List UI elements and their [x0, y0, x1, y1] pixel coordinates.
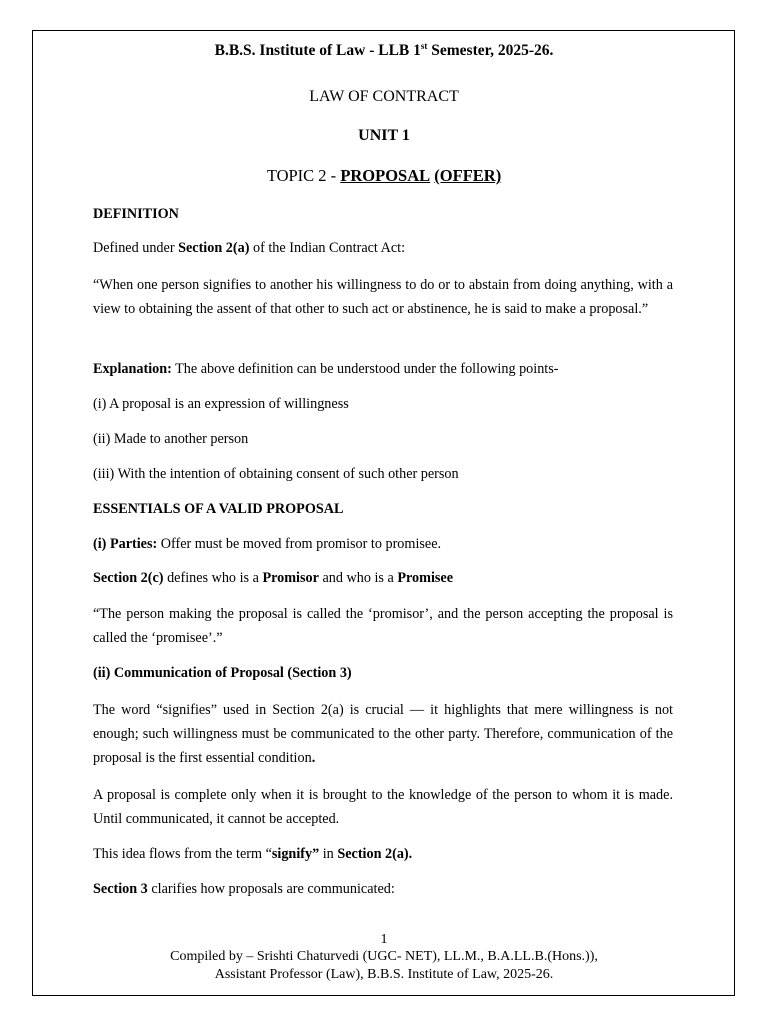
explanation-label: Explanation:	[93, 361, 172, 377]
parties-label: (i) Parties:	[93, 536, 158, 552]
point-item: (iii) With the intention of obtaining consent of such other person	[93, 466, 459, 482]
paragraph-text: This idea flows from the term “	[93, 846, 272, 862]
paragraph-end: .	[311, 750, 316, 766]
definition-heading: DEFINITION	[93, 206, 179, 222]
essentials-heading: ESSENTIALS OF A VALID PROPOSAL	[93, 501, 344, 517]
parties-text: Offer must be moved from promisor to promisee.	[157, 536, 442, 552]
explanation-text: The above definition can be understood under the following points-	[171, 361, 559, 377]
institute-name: B.B.S. Institute of Law - LLB 1	[214, 42, 421, 59]
s2c-text: defines who is a	[163, 570, 263, 586]
topic-title	[0, 166, 768, 186]
parties-point	[93, 532, 673, 556]
footer-affiliation: Assistant Professor (Law), B.B.S. Institute of Law, 2025-26.	[214, 967, 554, 982]
definition-quote: “When one person signifies to another his willingness to do or to abstain from doing anything, with a view to obtaining the assent of that other to such act or abstinence, he is said to make a proposal.”	[93, 277, 673, 317]
communication-paragraph-2: A proposal is complete only when it is brought to the knowledge of the person to whom it is made. Until communicated, it cannot be accepted.	[93, 787, 673, 827]
communication-heading: (ii) Communication of Proposal (Section 3)	[93, 665, 352, 681]
paragraph-text: The word “signifies” used in Section 2(a) is crucial — it highlights that mere willingness is not enough; such willingness must be communicated to the other party. Therefore, communication of the proposal is the first essential condition	[93, 702, 673, 766]
promisor-term: Promisor	[262, 570, 319, 586]
intro-text-end: of the Indian Contract Act:	[249, 240, 406, 256]
paragraph-text: in	[319, 846, 338, 862]
communication-paragraph-4	[93, 877, 673, 901]
topic-main: PROPOSAL	[340, 166, 431, 185]
ordinal-suffix: st	[420, 40, 428, 51]
topic-prefix: TOPIC 2 -	[266, 166, 341, 185]
definition-intro	[93, 236, 673, 260]
signify-term: signify”	[271, 846, 320, 862]
intro-text: Defined under	[93, 240, 179, 256]
topic-paren: (OFFER)	[434, 166, 502, 185]
section-ref: Section 2(c)	[93, 570, 164, 586]
paragraph-text: clarifies how proposals are communicated:	[147, 881, 395, 897]
point-item: (ii) Made to another person	[93, 431, 249, 447]
promisee-term: Promisee	[397, 570, 454, 586]
promisor-quote: “The person making the proposal is called the ‘promisor’, and the person accepting the proposal is called the ‘promisee’.”	[93, 606, 673, 646]
unit-title: UNIT 1	[358, 127, 410, 144]
section-ref: Section 3	[93, 881, 148, 897]
point-item: (i) A proposal is an expression of willingness	[93, 396, 349, 412]
subject-title: LAW OF CONTRACT	[309, 88, 459, 105]
explanation	[93, 357, 673, 381]
section-2c-line	[93, 566, 673, 590]
institute-header	[0, 42, 768, 60]
communication-paragraph-1	[93, 698, 673, 770]
section-ref: Section 2(a)	[178, 240, 250, 256]
communication-paragraph-3	[93, 842, 673, 866]
page-number: 1	[380, 932, 388, 947]
semester-text: Semester, 2025-26.	[427, 42, 554, 59]
section-ref: Section 2(a).	[337, 846, 413, 862]
footer-compiler: Compiled by – Srishti Chaturvedi (UGC- NET), LL.M., B.A.LL.B.(Hons.)),	[170, 949, 598, 964]
s2c-text: and who is a	[318, 570, 398, 586]
